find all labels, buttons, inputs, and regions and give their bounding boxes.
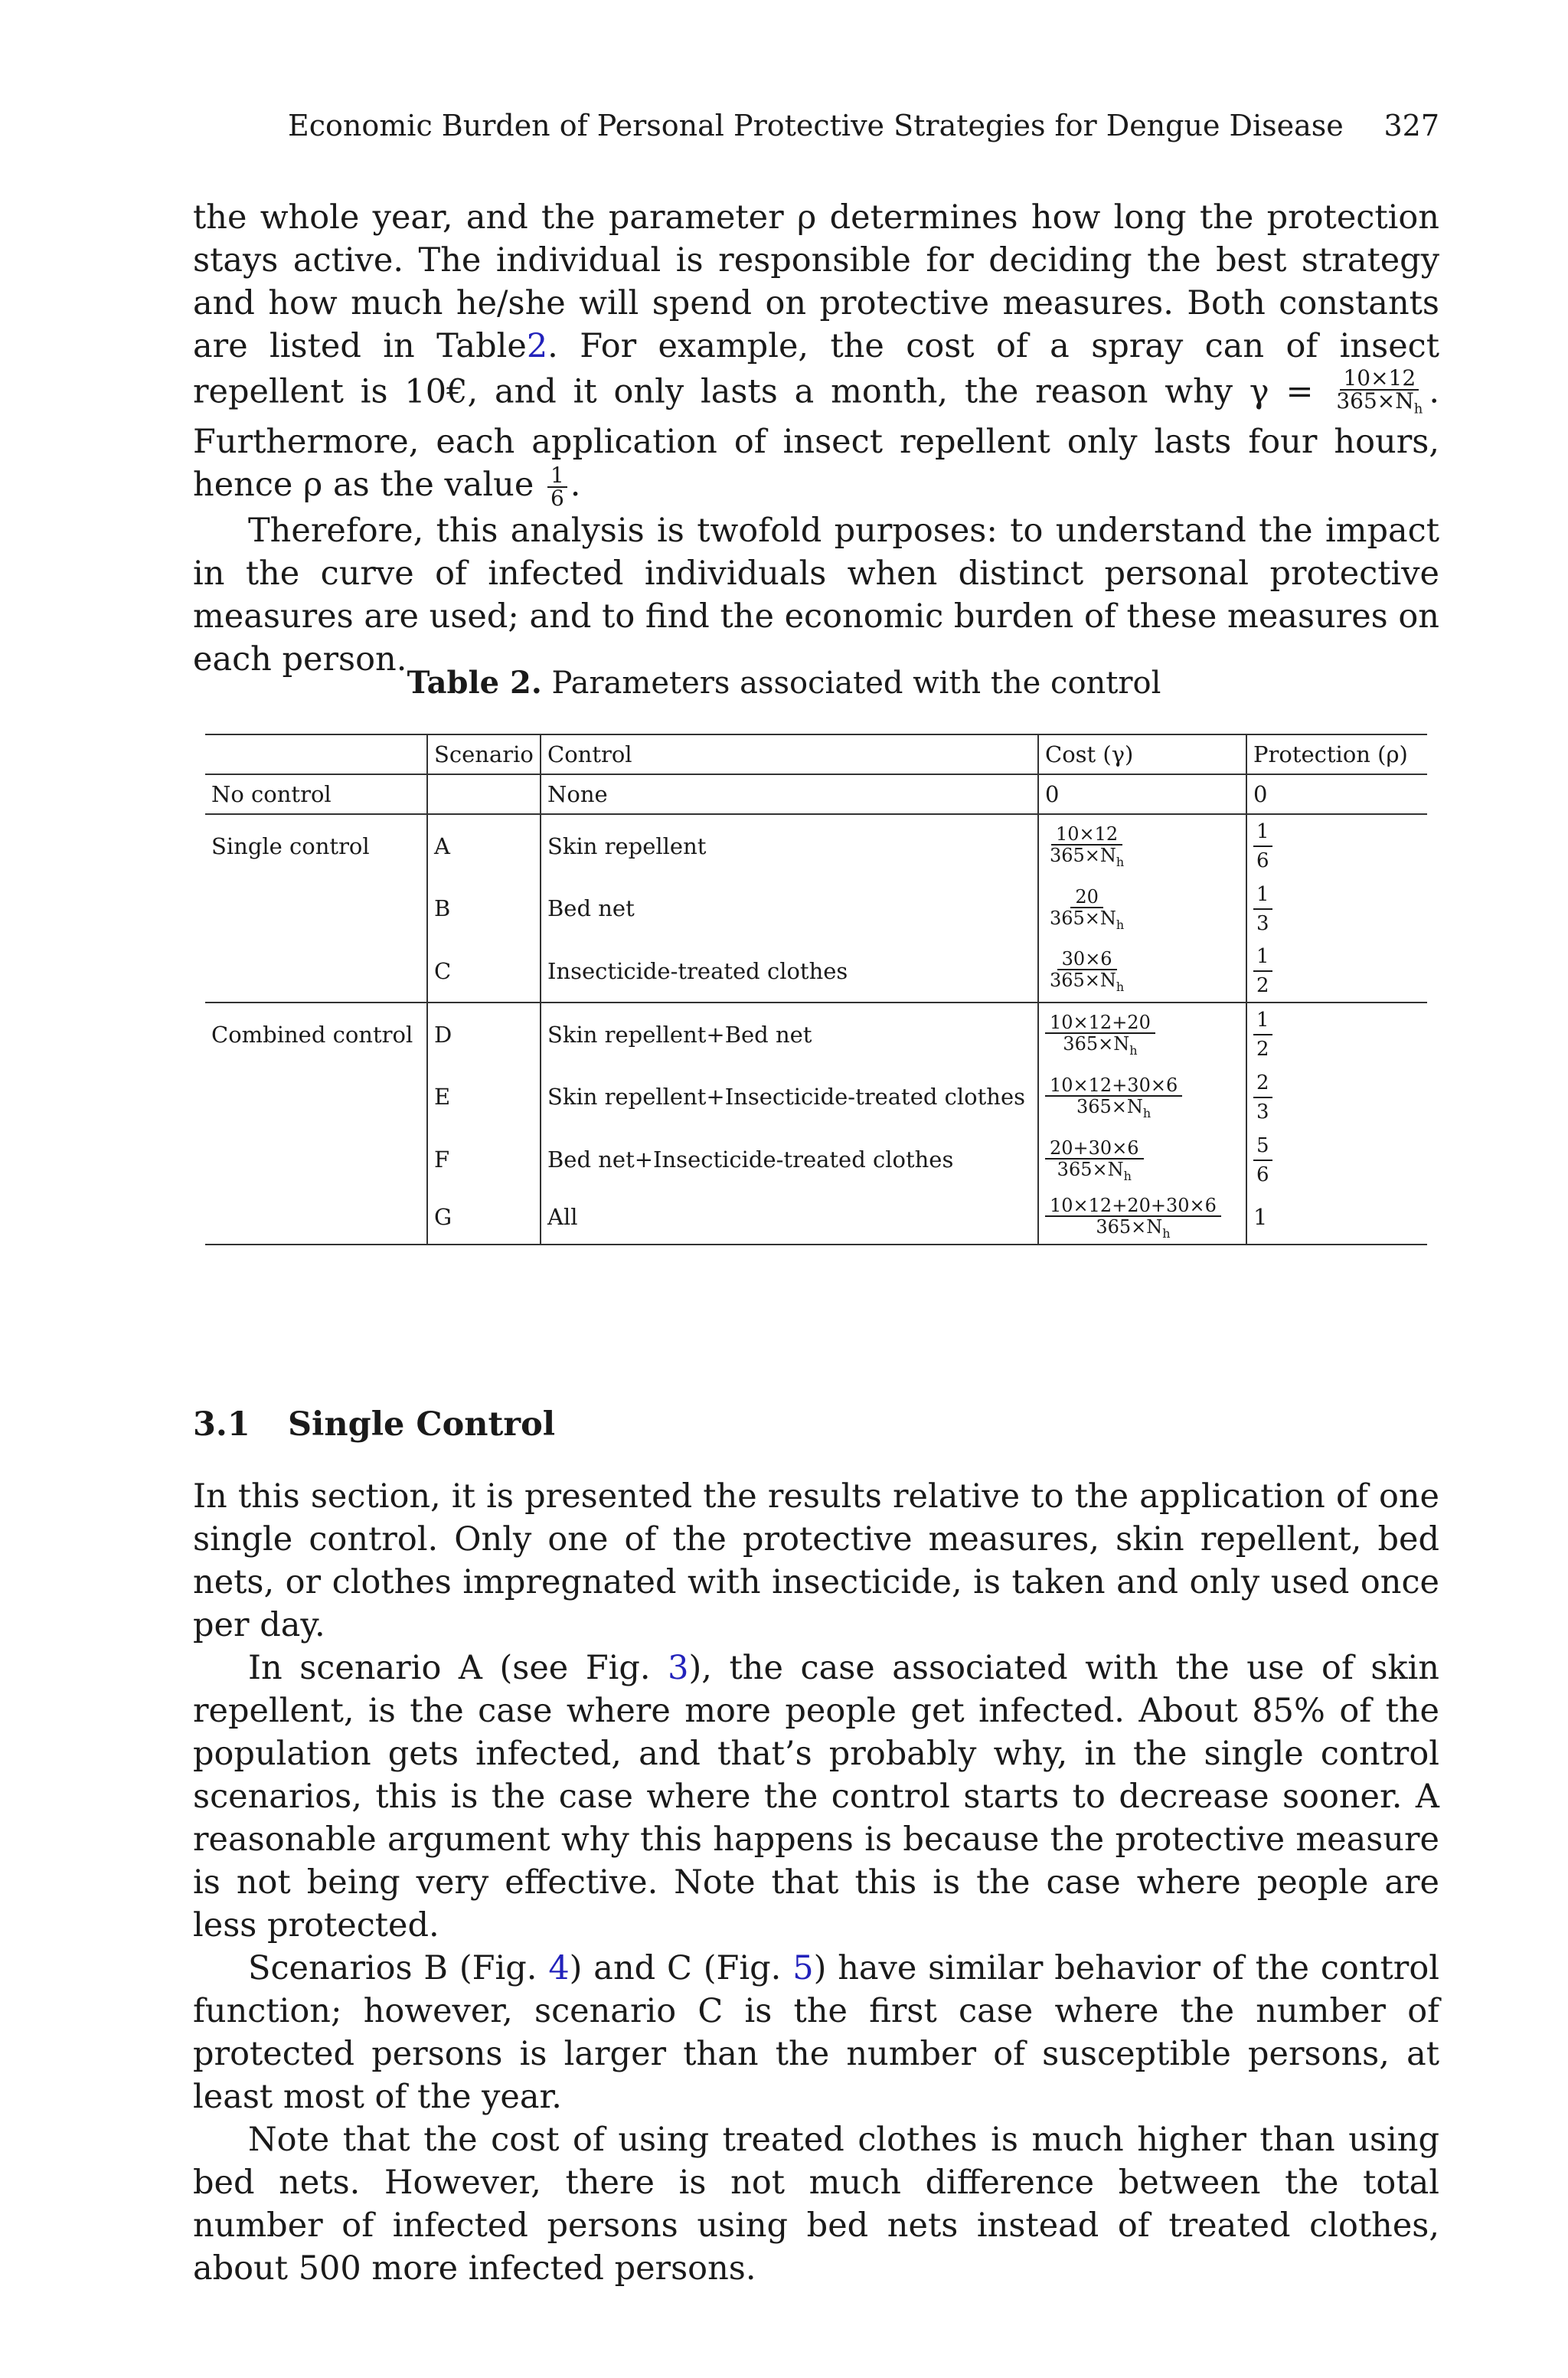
protection-fraction: $\frac{2}{3}$ [1253,1069,1272,1126]
table-caption-label: Table 2. [407,665,542,701]
table-caption [0,663,1568,703]
cost-fraction: $\frac{10\times 12+20}{365\times N_h}$ [1045,1012,1155,1061]
section-title: Single Control [288,1405,556,1444]
section-text [193,1475,1439,2290]
table-row: C Insecticide-treated clothes $\frac{30\times 6}{365\times N_h}$ $\frac{1}{2}$ [205,940,1427,1003]
gamma-fraction: $\frac{10\times 12}{365\times N_h}$ [1336,365,1423,417]
section-paragraph-2: In scenario A (see Fig. 3), the case associated with the use of skin repellent, is the case where more people get infected. About 85% of the population gets infected, and that’s probably why, in the single control scenarios, this is the case where the control starts to decrease sooner. A reasonable argument why this happens is because the protective measure is not being very effective. Note that this is the case where people are less protected. [193,1649,1439,1945]
table-row: No control None 0 0 [205,774,1427,814]
section-paragraph-4: Note that the cost of using treated clothes is much higher than using bed nets. However, there is not much difference between the total number of infected persons using bed nets instead of treated clothes, about 500 more infected persons. [193,2121,1439,2288]
protection-fraction: $\frac{1}{2}$ [1253,1006,1272,1063]
figure-4-ref-link[interactable]: 4 [548,1949,570,1987]
table-row: Combined control D Skin repellent+Bed net $\frac{10\times 12+20}{365\times N_h}$ $\frac{1}{2}$ [205,1003,1427,1065]
cost-fraction: $\frac{20}{365\times N_h}$ [1050,885,1125,932]
protection-fraction: $\frac{1}{6}$ [1253,818,1272,875]
parameters-table [205,734,1427,1245]
header-control: Control [541,734,1038,774]
protection-fraction: $\frac{1}{2}$ [1253,943,1272,999]
figure-3-ref-link[interactable]: 3 [668,1649,689,1687]
cost-fraction: $\frac{30\times 6}{365\times N_h}$ [1050,948,1125,994]
header-scenario: Scenario [427,734,541,774]
intro-text [193,196,1439,681]
table-row: E Skin repellent+Insecticide-treated clothes $\frac{10\times 12+30\times 6}{365\times N_h}$ $\frac{2}{3}$ [205,1065,1427,1128]
intro-paragraph-1: the whole year, and the parameter ρ determines how long the protection stays active. The individual is responsible for deciding the best strategy and how much he/she will spend on protective measures. Both constants are listed in Table2. For example, the cost of a spray can of insect repellent is 10€, and it only lasts a month, the reason why γ = $\frac{10\times 12}{365\times N_h}$ . Furthermore, each application of insect repellent only lasts four hours, hence ρ as the value $\frac{1}{6}$ . [193,198,1440,511]
rho-fraction: $\frac{1}{6}$ [547,465,567,509]
table-row: G All $\frac{10\times 12+20+30\times 6}{365\times N_h}$ 1 [205,1191,1427,1245]
running-title: Economic Burden of Personal Protective Strategies for Dengue Disease [288,109,1344,142]
section-number: 3.1 [193,1405,250,1444]
table-row: B Bed net $\frac{20}{365\times N_h}$ $\frac{1}{3}$ [205,877,1427,940]
header-cost: Cost (γ) [1038,734,1246,774]
table-ref-link[interactable]: 2 [526,327,548,365]
table-caption-text: Parameters associated with the control [551,666,1161,701]
section-paragraph-3: Scenarios B (Fig. 4) and C (Fig. 5) have similar behavior of the control function; however, scenario C is the first case where the number of protected persons is larger than the number of susceptible persons, at least most of the year. [193,1949,1439,2116]
section-heading [193,1403,555,1446]
figure-5-ref-link[interactable]: 5 [792,1949,814,1987]
protection-fraction: $\frac{1}{3}$ [1253,881,1272,937]
header-protection: Protection (ρ) [1253,741,1408,767]
table-row: F Bed net+Insecticide-treated clothes $\frac{20+30\times 6}{365\times N_h}$ $\frac{5}{6}$ [205,1128,1427,1191]
cost-fraction: $\frac{20+30\times 6}{365\times N_h}$ [1045,1138,1144,1186]
table-row: Single control A Skin repellent $\frac{10\times 12}{365\times N_h}$ $\frac{1}{6}$ [205,814,1427,877]
protection-fraction: $\frac{5}{6}$ [1253,1132,1272,1189]
page-number: 327 [1383,109,1439,142]
cost-fraction: $\frac{10\times 12}{365\times N_h}$ [1050,823,1125,869]
cost-fraction: $\frac{10\times 12+20+30\times 6}{365\times N_h}$ [1045,1196,1221,1244]
intro-paragraph-2: Therefore, this analysis is twofold purposes: to understand the impact in the curve of infected individuals when distinct personal protective measures are used; and to find the economic burden of these measures on each person. [193,511,1439,679]
cost-fraction: $\frac{10\times 12+30\times 6}{365\times N_h}$ [1045,1075,1182,1124]
table-header-row [205,734,1427,774]
section-paragraph-1: In this section, it is presented the results relative to the application of one single control. Only one of the protective measures, skin repellent, bed nets, or clothes impregnated with insecticide, is taken and only used once per day. [193,1477,1439,1644]
